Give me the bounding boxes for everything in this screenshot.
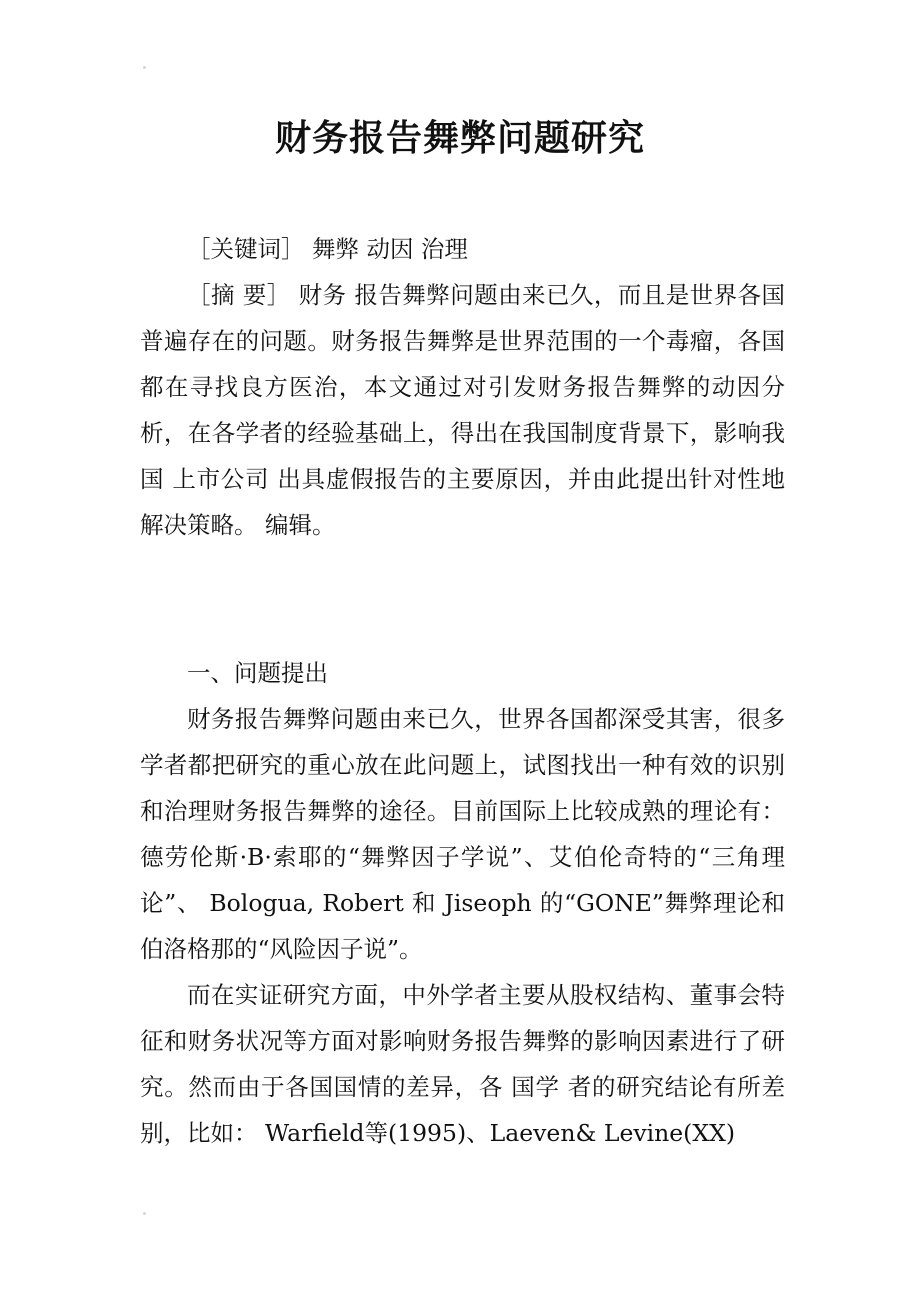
keywords-line <box>140 226 785 272</box>
body-paragraph: 财务报告舞弊问题由来已久，世界各国都深受其害，很多学者都把研究的重心放在此问题上，试图找出一种有效的识别和治理财务报告舞弊的途径。目前国际上比较成熟的理论有：德劳伦斯·B·索耶的“舞弊因子学说”、艾伯伦奇特的“三角理论”、 Bologua, Robert 和 Jiseoph 的“GONE”舞弊理论和伯洛格那的“风险因子说”。 <box>140 705 785 963</box>
document-body <box>140 226 785 1156</box>
keywords-text: 舞弊 动因 治理 <box>304 235 468 263</box>
section-spacer <box>140 548 785 650</box>
body-paragraph: 而在实证研究方面，中外学者主要从股权结构、董事会特征和财务状况等方面对影响财务报告舞弊的影响因素进行了研究。然而由于各国国情的差异，各 国学 者的研究结论有所差别，比如： Warfield等(1995)、Laeven& Levine(XX) <box>140 981 785 1147</box>
scan-speck <box>143 1212 146 1215</box>
abstract-text: 财务 报告舞弊问题由来已久，而且是世界各国普遍存在的问题。财务报告舞弊是世界范围的一个毒瘤，各国都在寻找良方医治，本文通过对引发财务报告舞弊的动因分析，在各学者的经验基础上，得出在我国制度背景下，影响我国 上市公司 出具虚假报告的主要原因，并由此提出针对性地解决策略。 编辑。 <box>140 281 785 539</box>
keywords-label: ［关键词］ <box>187 235 305 263</box>
abstract-label: ［摘 要］ <box>187 281 291 309</box>
abstract-paragraph <box>140 272 785 548</box>
section-heading: 一、问题提出 <box>187 659 328 687</box>
document-title: 财务报告舞弊问题研究 <box>274 117 645 159</box>
scan-speck <box>143 66 146 69</box>
